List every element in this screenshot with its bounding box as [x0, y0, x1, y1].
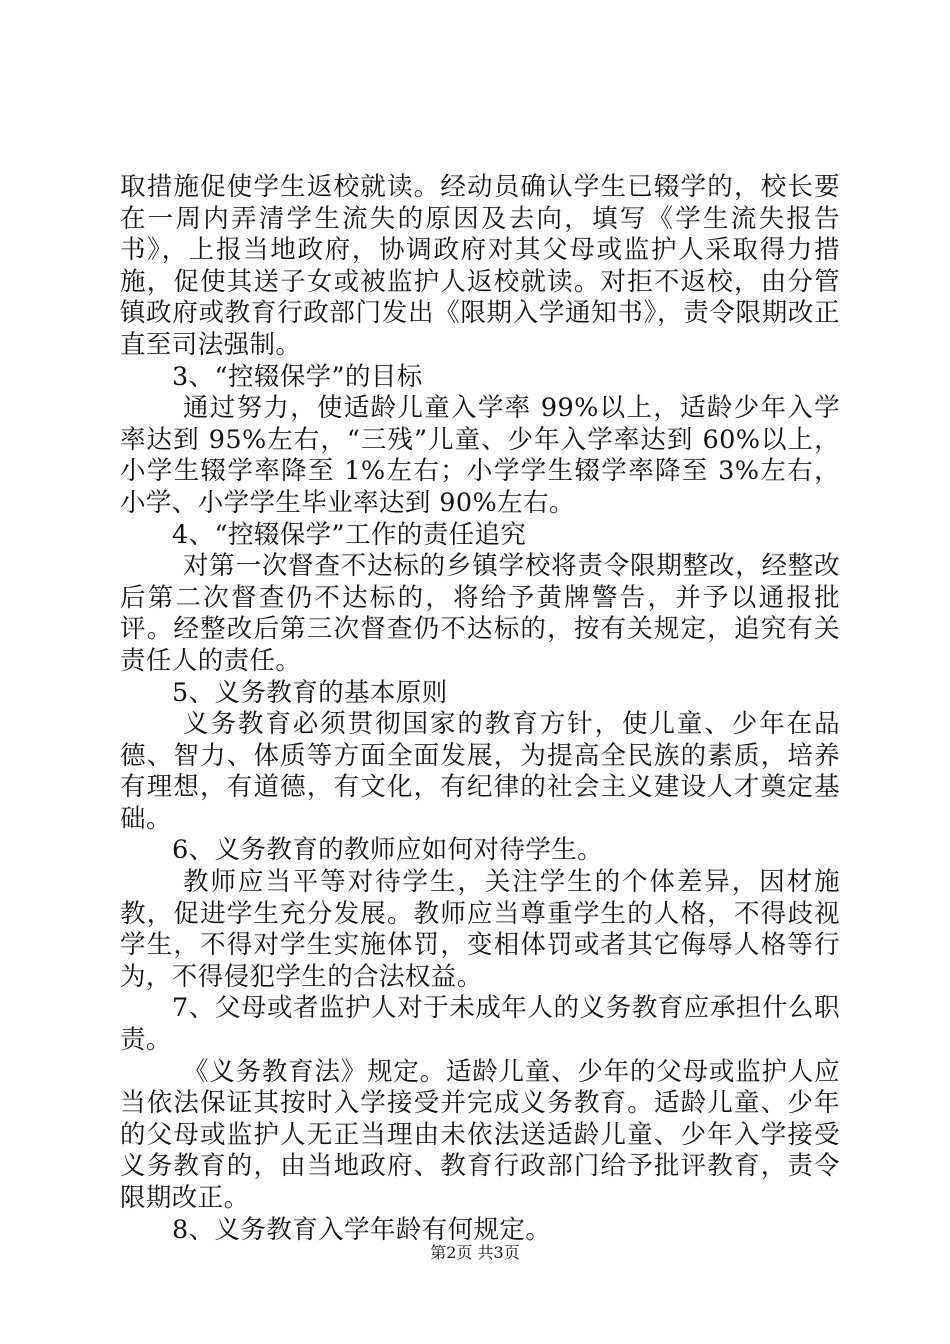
heading-teacher-conduct: 6、义务教育的教师应如何对待学生。	[172, 835, 604, 866]
page-number: 第2页	[430, 1243, 473, 1262]
paragraph-parent-duties: 《义务教育法》规定。适龄儿童、少年的父母或监护人应当依法保证其按时入学接受并完成义务教育。适龄儿童、少年的父母或监护人无正当理由未依法送适龄儿童、少年入学接受义务教育的，由当地政府、教育行政部门给予批评教育，责令限期改正。	[120, 1056, 840, 1213]
heading-basic-principles: 5、义务教育的基本原则	[172, 677, 448, 708]
page-total: 共3页	[477, 1243, 520, 1262]
paragraph-teacher-conduct: 教师应当平等对待学生，关注学生的个体差异，因材施教，促进学生充分发展。教师应当尊重学生的人格，不得歧视学生，不得对学生实施体罚，变相体罚或者其它侮辱人格等行为，不得侵犯学生的合法权益。	[120, 867, 840, 992]
paragraph-enrollment-targets: 通过努力，使适龄儿童入学率 99%以上，适龄少年入学率达到 95%左右，“三残”儿童、少年入学率达到 60%以上，小学生辍学率降至 1%左右；小学学生辍学率降至 3%左右，小学、小学学生毕业率达到 90%左右。	[120, 393, 840, 518]
heading-parent-duties: 7、父母或者监护人对于未成年人的义务教育应承担什么职责。	[120, 993, 840, 1056]
heading-accountability: 4、“控辍保学”工作的责任追究	[172, 519, 527, 550]
heading-dropout-control-goal: 3、“控辍保学”的目标	[172, 361, 423, 392]
heading-enrollment-age: 8、义务教育入学年龄有何规定。	[172, 1214, 552, 1245]
paragraph-dropout-procedure: 取措施促使学生返校就读。经动员确认学生已辍学的，校长要在一周内弄清学生流失的原因及去向，填写《学生流失报告书》，上报当地政府，协调政府对其父母或监护人采取得力措施，促使其送子女或被监护人返校就读。对拒不返校，由分管镇政府或教育行政部门发出《限期入学通知书》，责令限期改正直至司法强制。	[120, 172, 840, 360]
page-footer	[0, 1243, 950, 1263]
paragraph-basic-principles: 义务教育必须贯彻国家的教育方针，使儿童、少年在品德、智力、体质等方面全面发展，为提高全民族的素质，培养有理想，有道德，有文化，有纪律的社会主义建设人才奠定基础。	[120, 709, 840, 834]
document-body	[120, 172, 840, 1246]
paragraph-accountability: 对第一次督查不达标的乡镇学校将责令限期整改，经整改后第二次督查仍不达标的，将给予黄牌警告，并予以通报批评。经整改后第三次督查仍不达标的，按有关规定，追究有关责任人的责任。	[120, 551, 840, 676]
